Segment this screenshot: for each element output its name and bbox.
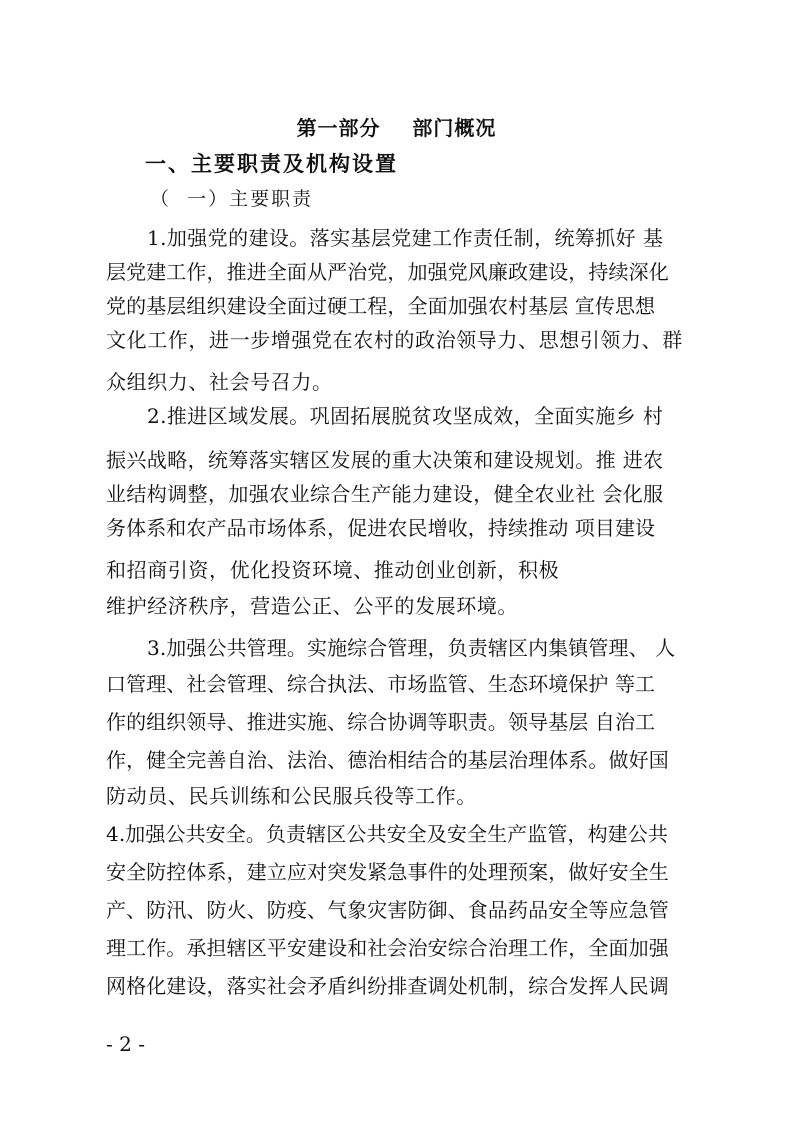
paragraph-line: 和招商引资，优化投资环境、推动创业创新，积极 (106, 558, 560, 582)
paragraph-line: 众组织力、社会号召力。 (106, 370, 333, 394)
page-title: 第一部分 部门概况 (296, 116, 497, 140)
subsection-heading: （ 一）主要职责 (150, 188, 314, 210)
paragraph-line: 作，健全完善自治、法治、德治相结合的基层治理体系。做好国 (106, 748, 669, 772)
paragraph-line: 维护经济秩序，营造公正、公平的发展环境。 (106, 594, 518, 618)
paragraph-line: 层党建工作，推进全面从严治党，加强党风廉政建设，持续深化 (106, 260, 669, 284)
paragraph-line: 口管理、社会管理、综合执法、市场监管、生态环境保护 等工 (106, 672, 656, 696)
paragraph-line: 文化工作，进一步增强党在农村的政治领导力、思想引领力、群 (106, 328, 683, 352)
section-heading: 一、主要职责及机构设置 (145, 152, 398, 176)
paragraph-line: 业结构调整，加强农业综合生产能力建设，健全农业社 会化服 (106, 482, 664, 506)
paragraph-line: 理工作。承担辖区平安建设和社会治安综合治理工作，全面加强 (106, 936, 669, 960)
paragraph-line: 1.加强党的建设。落实基层党建工作责任制，统筹抓好 基 (147, 226, 664, 250)
paragraph-line: 务体系和农产品市场体系，促进农民增收，持续推动 项目建设 (106, 516, 656, 540)
paragraph-line: 作的组织领导、推进实施、综合协调等职责。领导基层 自治工 (106, 710, 656, 734)
page-number: - 2 - (106, 1032, 145, 1056)
paragraph-line: 2.推进区域发展。巩固拓展脱贫攻坚成效，全面实施乡 村 (147, 404, 664, 428)
paragraph-line: 4.加强公共安全。负责辖区公共安全及安全生产监管，构建公共 (106, 822, 668, 846)
paragraph-line: 防动员、民兵训练和公民服兵役等工作。 (106, 784, 477, 808)
paragraph-line: 产、防汛、防火、防疫、气象灾害防御、食品药品安全等应急管 (106, 898, 669, 922)
paragraph-line: 党的基层组织建设全面过硬工程，全面加强农村基层 宣传思想 (106, 294, 656, 318)
paragraph-line: 3.加强公共管理。实施综合管理，负责辖区内集镇管理、 人 (147, 636, 676, 660)
paragraph-line: 安全防控体系，建立应对突发紧急事件的处理预案，做好安全生 (106, 860, 669, 884)
paragraph-line: 振兴战略，统筹落实辖区发展的重大决策和建设规划。推 进农 (106, 448, 664, 472)
paragraph-line: 网格化建设，落实社会矛盾纠纷排查调处机制，综合发挥人民调 (106, 974, 669, 998)
